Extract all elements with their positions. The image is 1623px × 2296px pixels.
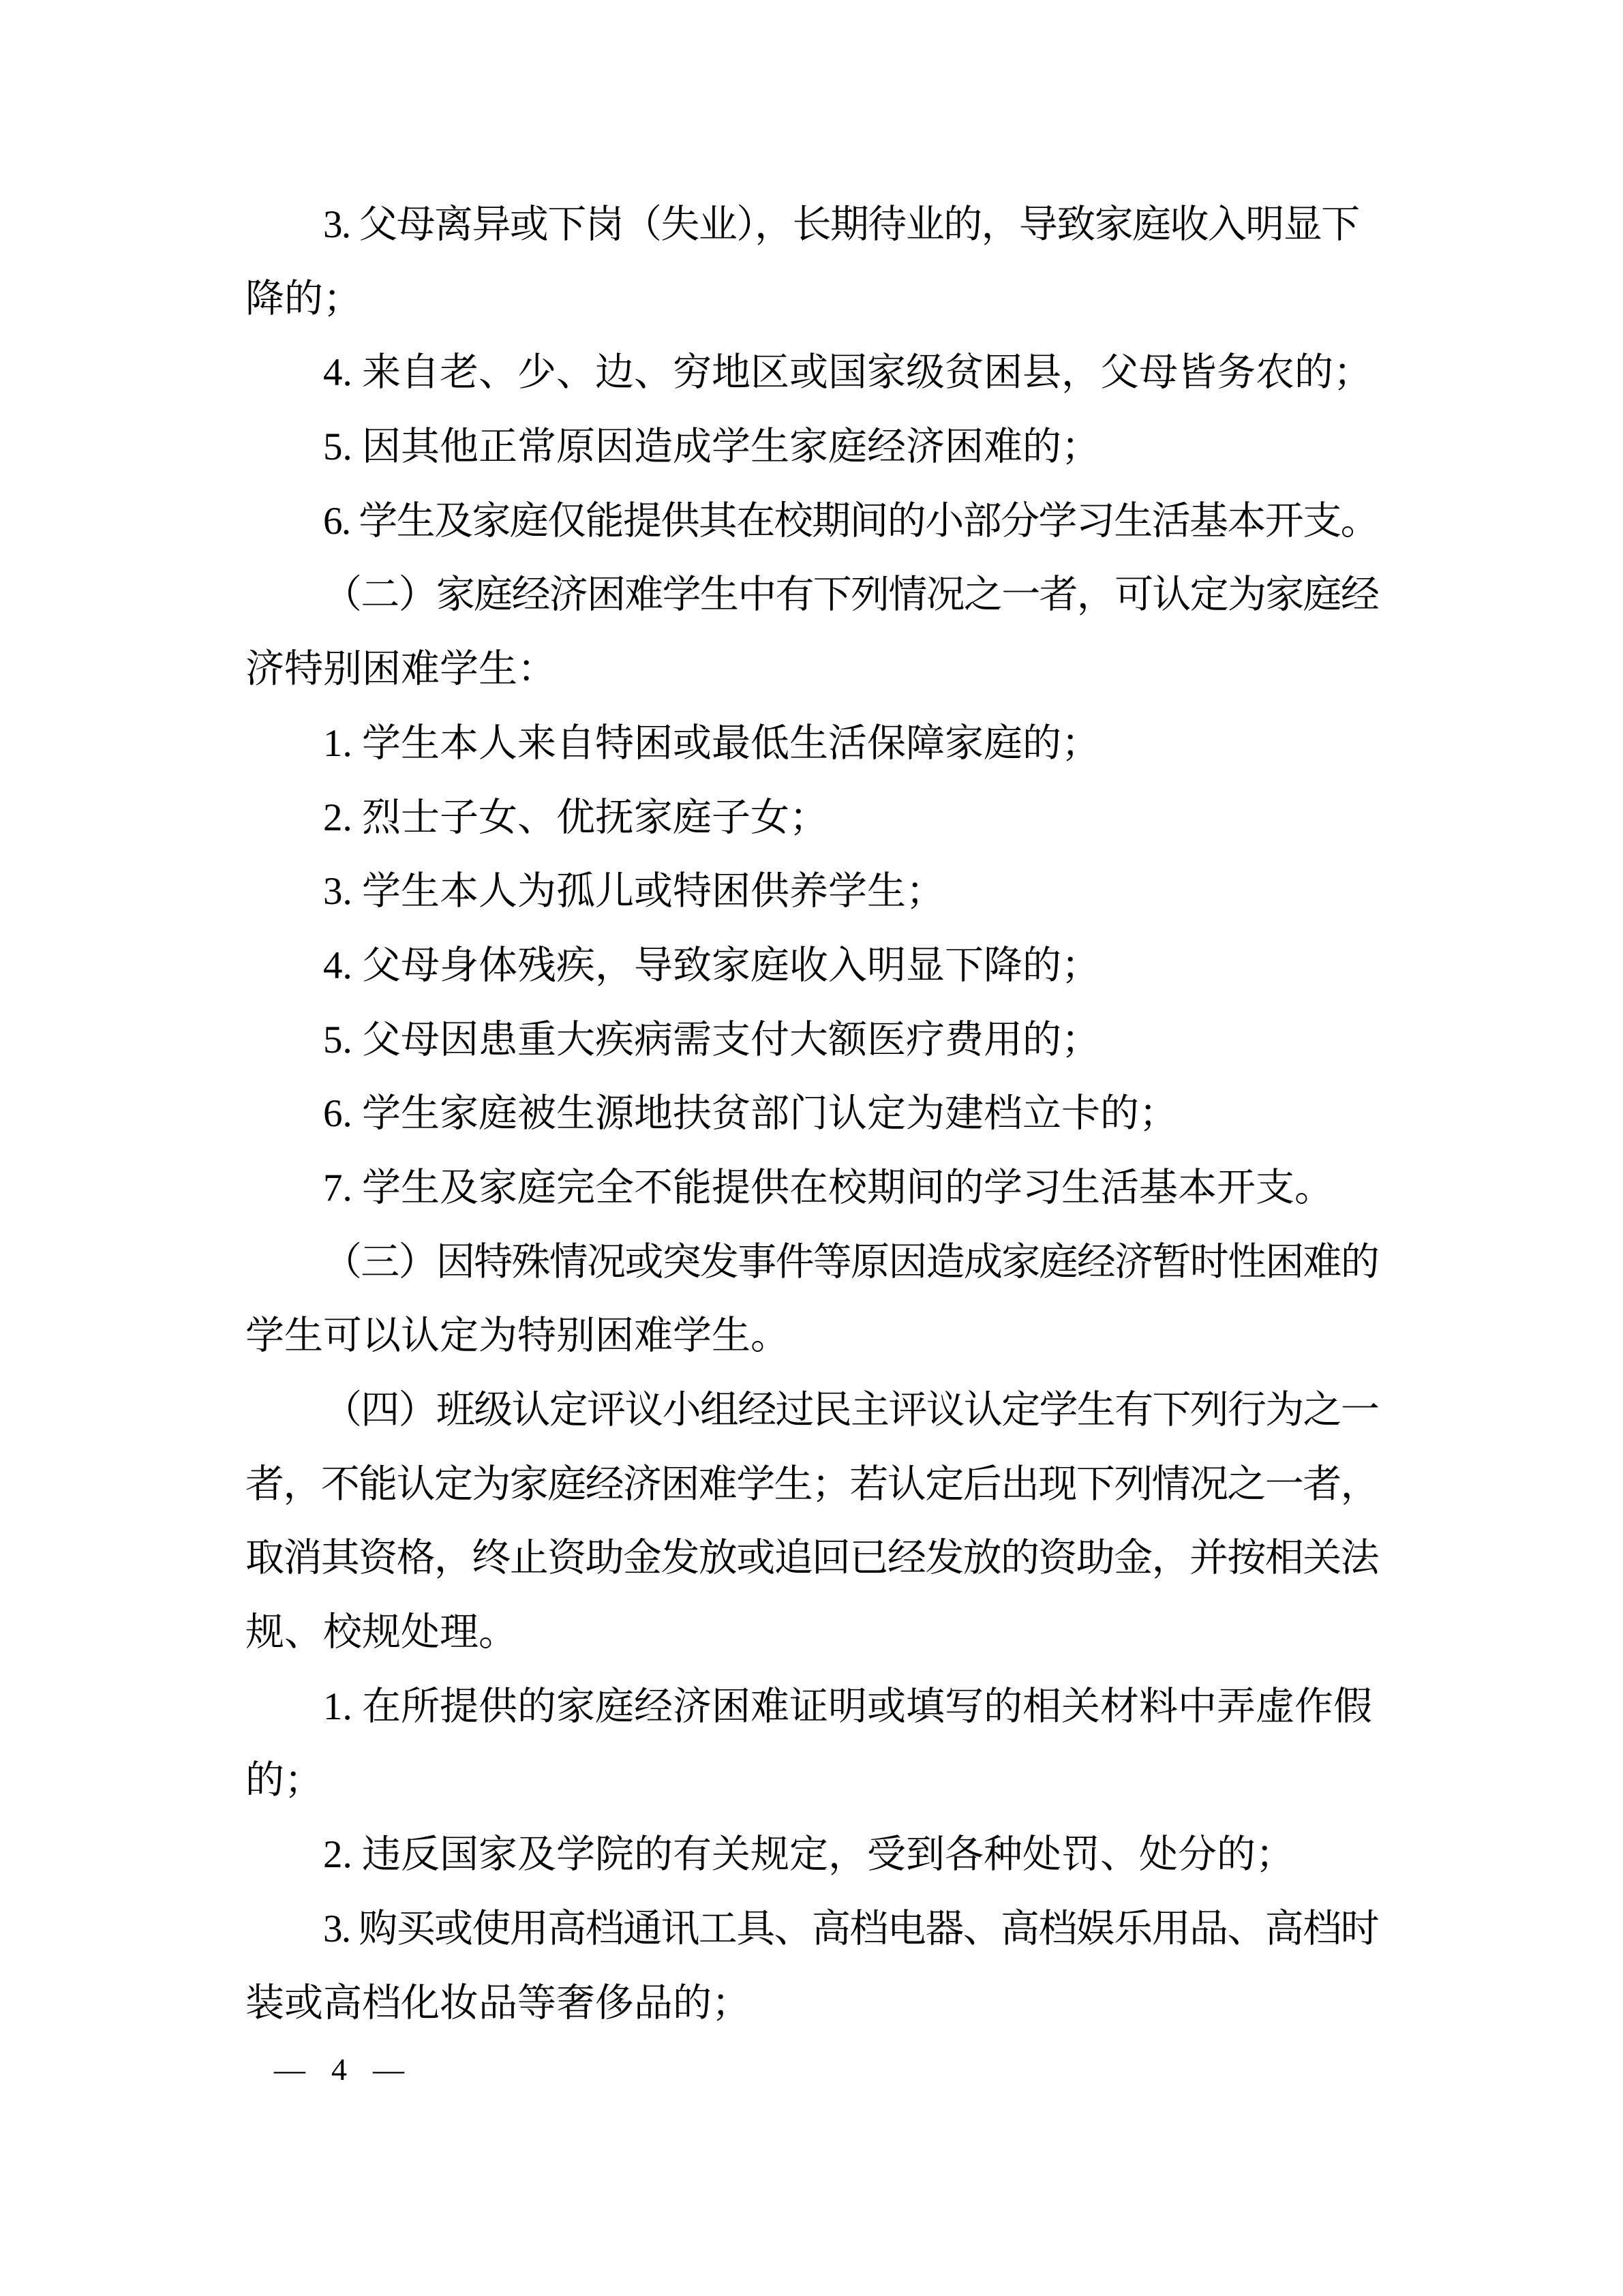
text-line: 5. 因其他正常原因造成学生家庭经济困难的； xyxy=(323,425,1100,469)
text-line: 4. 来自老、少、边、穷地区或国家级贫困县，父母皆务农的； xyxy=(323,351,1372,395)
text-line: 1. 在所提供的家庭经济困难证明或填写的相关材料中弄虚作假 xyxy=(323,1685,1372,1728)
text-line: 2. 烈士子女、优抚家庭子女； xyxy=(323,796,828,839)
text-line: 规、校规处理。 xyxy=(245,1611,517,1655)
text-line: （三）因特殊情况或突发事件等原因造成家庭经济暂时性困难的 xyxy=(323,1240,1379,1284)
document-body xyxy=(245,188,1378,2040)
text-line: 5. 父母因患重大疾病需支付大额医疗费用的； xyxy=(323,1018,1100,1061)
text-line: 1. 学生本人来自特困或最低生活保障家庭的； xyxy=(323,721,1100,765)
text-line: 3. 购买或使用高档通讯工具、高档电器、高档娱乐用品、高档时 xyxy=(323,1907,1378,1950)
text-line: 6. 学生家庭被生源地扶贫部门认定为建档立卡的； xyxy=(323,1092,1178,1136)
text-line: 的； xyxy=(245,1759,323,1802)
text-line: 降的； xyxy=(245,277,362,320)
page-number: 4 xyxy=(331,2052,347,2087)
text-line: 者，不能认定为家庭经济困难学生；若认定后出现下列情况之一者， xyxy=(245,1462,1378,1506)
text-line: 济特别困难学生： xyxy=(245,648,556,691)
footer-dash-right: — xyxy=(373,2052,404,2087)
text-line: 7. 学生及家庭完全不能提供在校期间的学习生活基本开支。 xyxy=(323,1166,1333,1209)
text-line: 学生可以认定为特别困难学生。 xyxy=(245,1314,789,1358)
text-line: （二）家庭经济困难学生中有下列情况之一者，可认定为家庭经 xyxy=(323,573,1379,617)
text-line: （四）班级认定评议小组经过民主评议认定学生有下列行为之一 xyxy=(323,1389,1379,1432)
text-line: 装或高档化妆品等奢侈品的； xyxy=(245,1981,750,2025)
text-line: 2. 违反国家及学院的有关规定，受到各种处罚、处分的； xyxy=(323,1833,1294,1877)
page-footer xyxy=(274,2052,404,2087)
footer-dash-left: — xyxy=(274,2052,305,2087)
text-line: 6. 学生及家庭仅能提供其在校期间的小部分学习生活基本开支。 xyxy=(323,499,1378,543)
text-line: 4. 父母身体残疾，导致家庭收入明显下降的； xyxy=(323,943,1100,987)
text-line: 取消其资格，终止资助金发放或追回已经发放的资助金，并按相关法 xyxy=(245,1537,1378,1580)
text-line: 3. 学生本人为孤儿或特困供养学生； xyxy=(323,870,945,913)
text-line: 3. 父母离异或下岗（失业），长期待业的，导致家庭收入明显下 xyxy=(323,203,1359,246)
